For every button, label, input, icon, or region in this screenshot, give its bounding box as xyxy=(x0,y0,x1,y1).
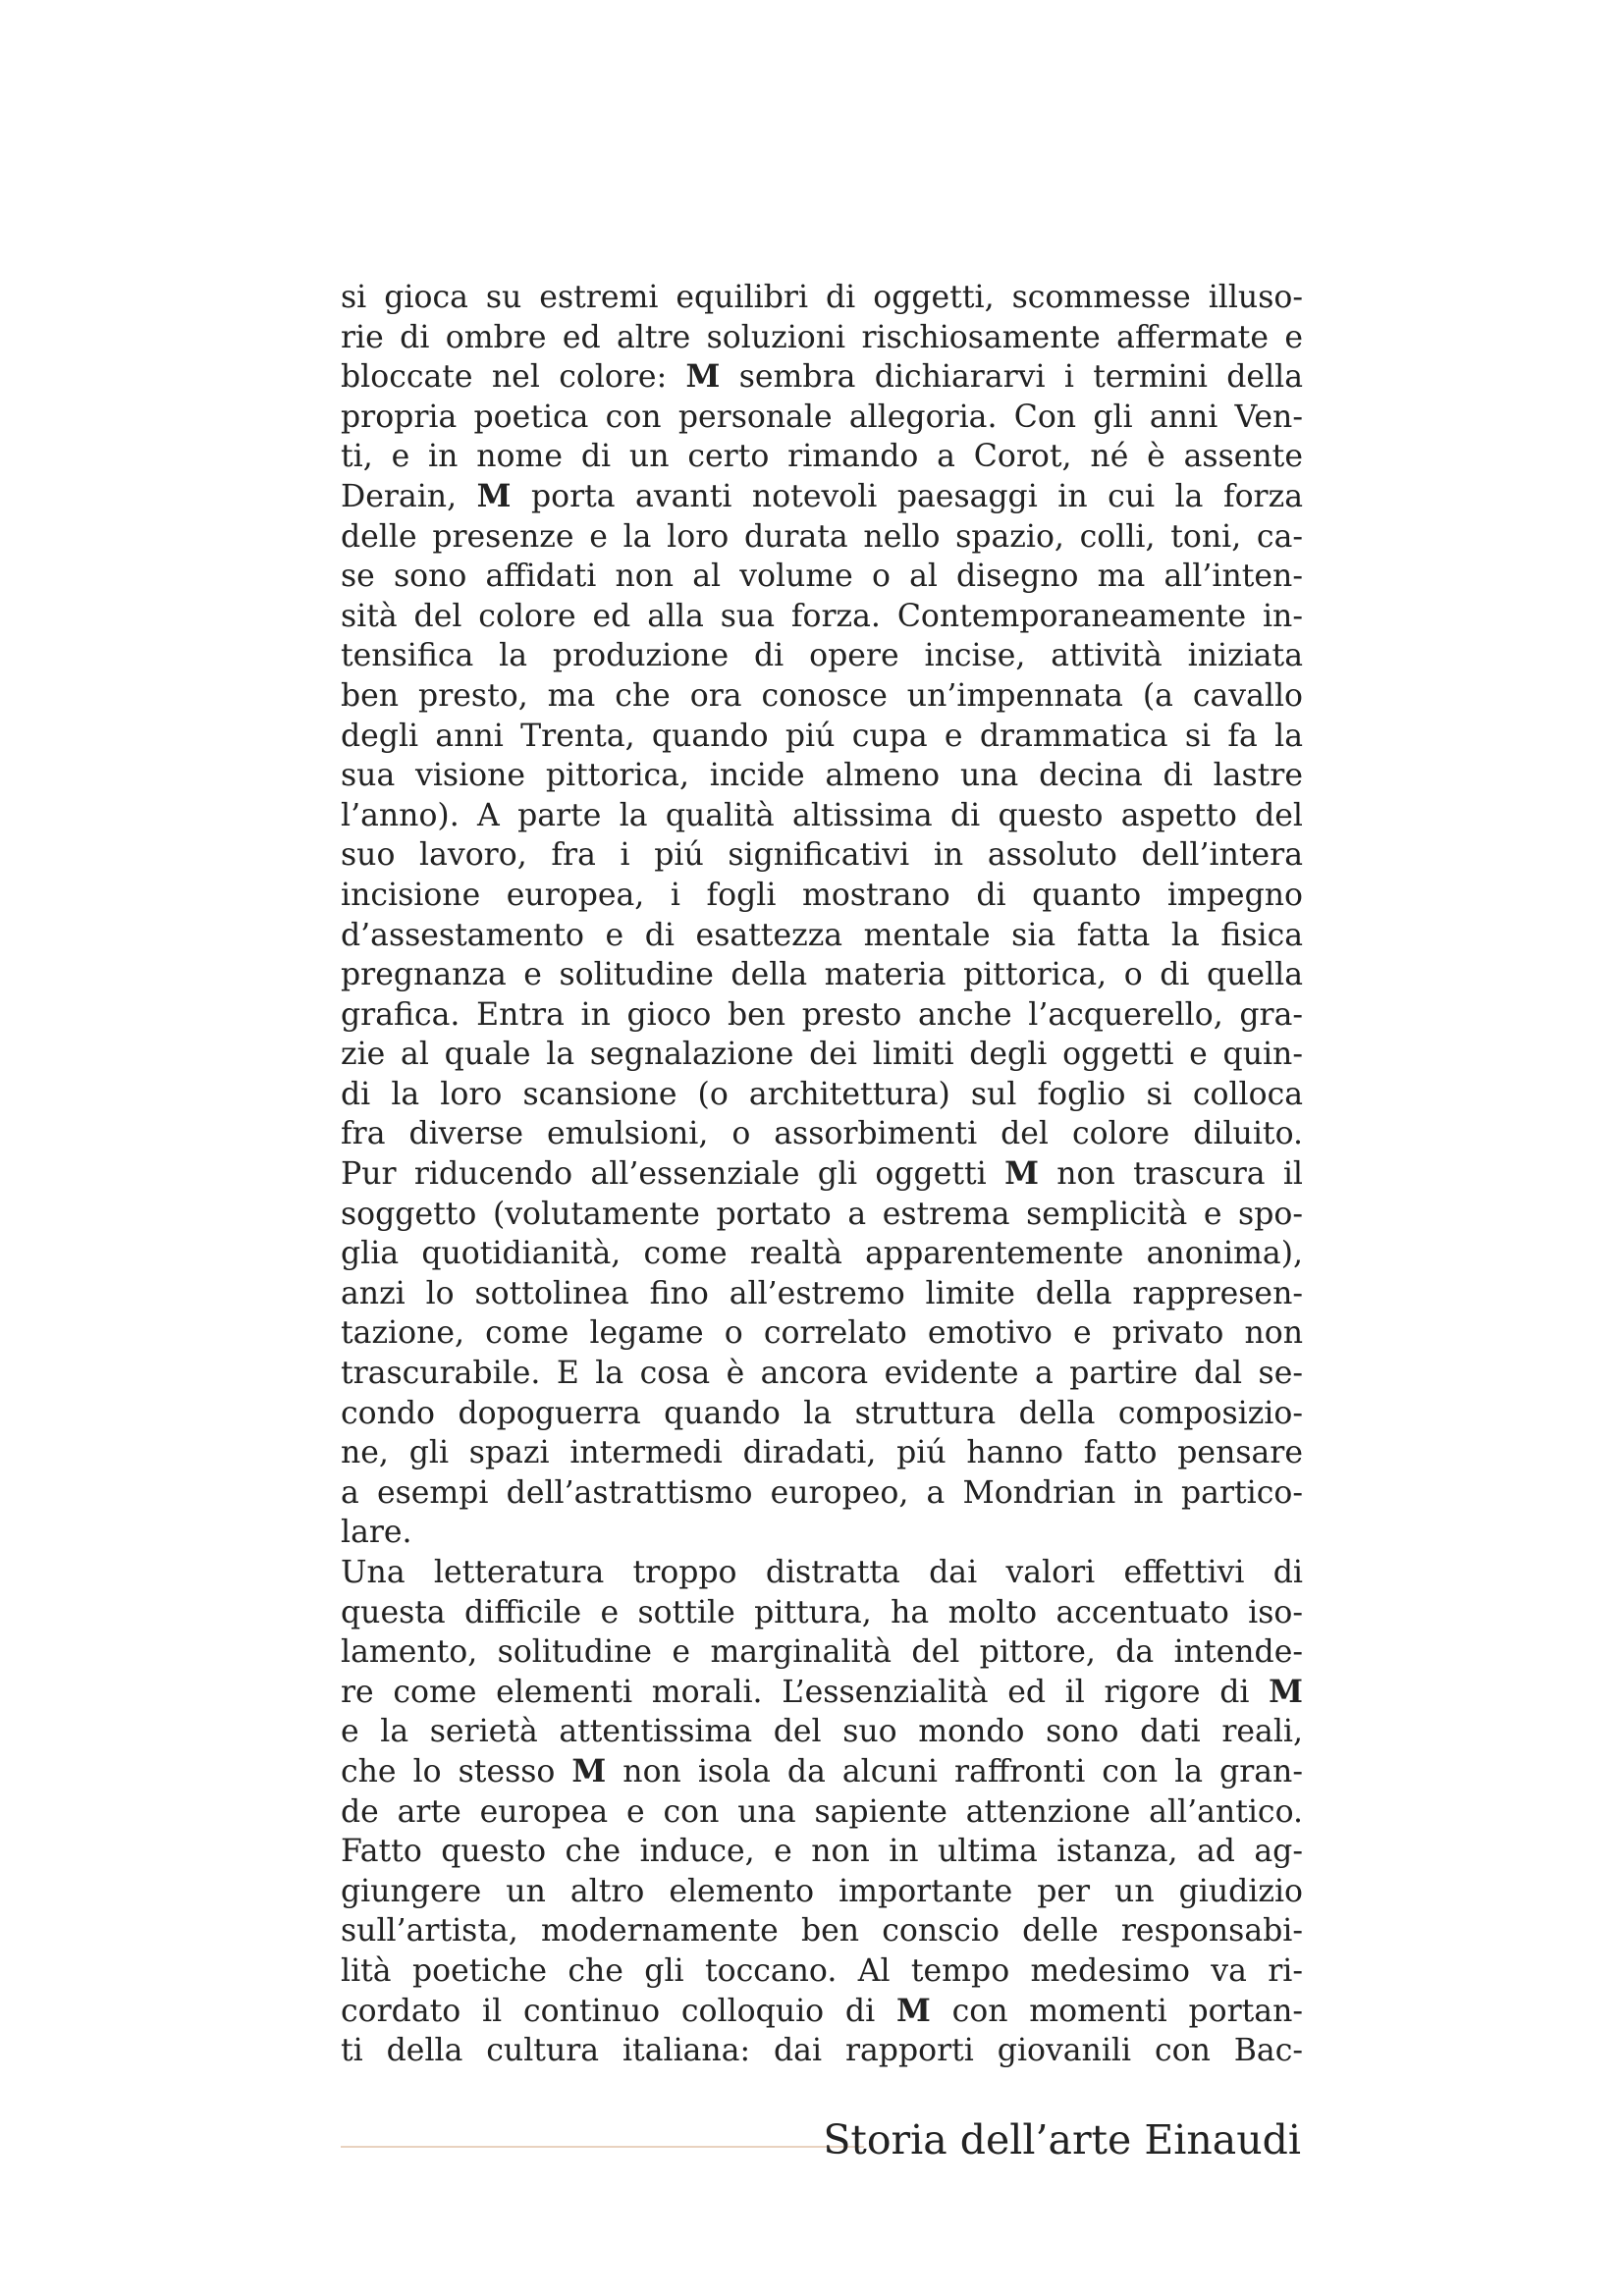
text-line: degli anni Trenta, quando piú cupa e drammatica si fa la xyxy=(341,718,1303,754)
artist-initial: M xyxy=(476,477,512,514)
text-line: lità poetiche che gli toccano. Al tempo medesimo va ri- xyxy=(341,1952,1303,1989)
text-line: Una letteratura troppo distratta dai valori effettivi di xyxy=(341,1555,1303,1590)
text-line: ti della cultura italiana: dai rapporti giovanili con Bac- xyxy=(341,2033,1303,2069)
text-line: soggetto (volutamente portato a estrema semplicità e spo- xyxy=(341,1196,1303,1232)
text-line: incisione europea, i fogli mostrano di quanto impegno xyxy=(341,877,1303,913)
text-line: questa difficile e sottile pittura, ha molto accentuato iso- xyxy=(341,1594,1303,1630)
text-line: ti, e in nome di un certo rimando a Corot, né è assente xyxy=(341,439,1303,475)
text-line: tensifica la produzione di opere incise, attività iniziata xyxy=(341,638,1303,674)
text-line: Derain, M porta avanti notevoli paesaggi in cui la forza xyxy=(341,477,1303,514)
footer-title: Storia dell’arte Einaudi xyxy=(823,2116,1301,2163)
text-line: giungere un altro elemento importante per un giudizio xyxy=(341,1873,1303,1909)
text-line: lare. xyxy=(341,1515,412,1551)
text-line: zie al quale la segnalazione dei limiti degli oggetti e quin- xyxy=(341,1037,1303,1073)
text-line: di la loro scansione (o architettura) sul foglio si colloca xyxy=(341,1076,1303,1112)
text-line: cordato il continuo colloquio di M con momenti portan- xyxy=(341,1992,1303,2029)
text-line: propria poetica con personale allegoria. Con gli anni Ven- xyxy=(341,399,1303,435)
text-line: ne, gli spazi intermedi diradati, piú hanno fatto pensare xyxy=(341,1435,1303,1471)
text-line: e la serietà attentissima del suo mondo sono dati reali, xyxy=(341,1714,1303,1750)
artist-initial: M xyxy=(895,1992,931,2029)
text-line: sua visione pittorica, incide almeno una decina di lastre xyxy=(341,758,1303,794)
text-line: re come elementi morali. L’essenzialità ed il rigore di M xyxy=(341,1673,1303,1710)
artist-initial: M xyxy=(1269,1673,1303,1710)
text-line: trascurabile. E la cosa è ancora evidente a partire dal se- xyxy=(341,1356,1303,1392)
text-line: bloccate nel colore: M sembra dichiararvi i termini della xyxy=(341,358,1303,396)
text-line: rie di ombre ed altre soluzioni rischiosamente affermate e xyxy=(341,319,1303,355)
footer-rule xyxy=(341,2146,864,2148)
text-line: grafica. Entra in gioco ben presto anche l’acquerello, gra- xyxy=(341,996,1303,1033)
text-line: se sono affidati non al volume o al disegno ma all’inten- xyxy=(341,559,1303,595)
text-line: l’anno). A parte la qualità altissima di questo aspetto del xyxy=(341,797,1303,833)
artist-initial: M xyxy=(571,1752,607,1789)
text-line: pregnanza e solitudine della materia pittorica, o di quella xyxy=(341,957,1303,993)
text-line: delle presenze e la loro durata nello spazio, colli, toni, ca- xyxy=(341,518,1303,555)
artist-initial: M xyxy=(1004,1155,1039,1193)
text-line: tazione, come legame o correlato emotivo e privato non xyxy=(341,1315,1303,1352)
text-line: glia quotidianità, come realtà apparentemente anonima), xyxy=(341,1236,1303,1272)
text-line: anzi lo sottolinea fino all’estremo limite della rappresen- xyxy=(341,1275,1303,1311)
text-line: sità del colore ed alla sua forza. Contemporaneamente in- xyxy=(341,598,1303,634)
text-line: che lo stesso M non isola da alcuni raffronti con la gran- xyxy=(341,1752,1303,1789)
text-line: suo lavoro, fra i piú significativi in assoluto dell’intera xyxy=(341,837,1303,874)
text-line: fra diverse emulsioni, o assorbimenti del colore diluito. xyxy=(341,1116,1303,1152)
text-line: condo dopoguerra quando la struttura della composizio- xyxy=(341,1395,1303,1431)
text-line: ben presto, ma che ora conosce un’impennata (a cavallo xyxy=(341,677,1303,714)
artist-initial: M xyxy=(685,358,721,396)
text-line: si gioca su estremi equilibri di oggetti, scommesse illuso- xyxy=(341,280,1303,315)
text-line: lamento, solitudine e marginalità del pittore, da intende- xyxy=(341,1634,1303,1671)
text-line: Fatto questo che induce, e non in ultima istanza, ad ag- xyxy=(341,1834,1303,1870)
body-text xyxy=(341,278,1303,2071)
text-line: a esempi dell’astrattismo europeo, a Mondrian in partico- xyxy=(341,1474,1303,1511)
text-line: Pur riducendo all’essenziale gli oggetti M non trascura il xyxy=(341,1155,1303,1193)
text-line: d’assestamento e di esattezza mentale sia fatta la fisica xyxy=(341,917,1303,953)
text-line: sull’artista, modernamente ben conscio delle responsabi- xyxy=(341,1913,1303,1949)
text-line: de arte europea e con una sapiente attenzione all’antico. xyxy=(341,1793,1303,1830)
